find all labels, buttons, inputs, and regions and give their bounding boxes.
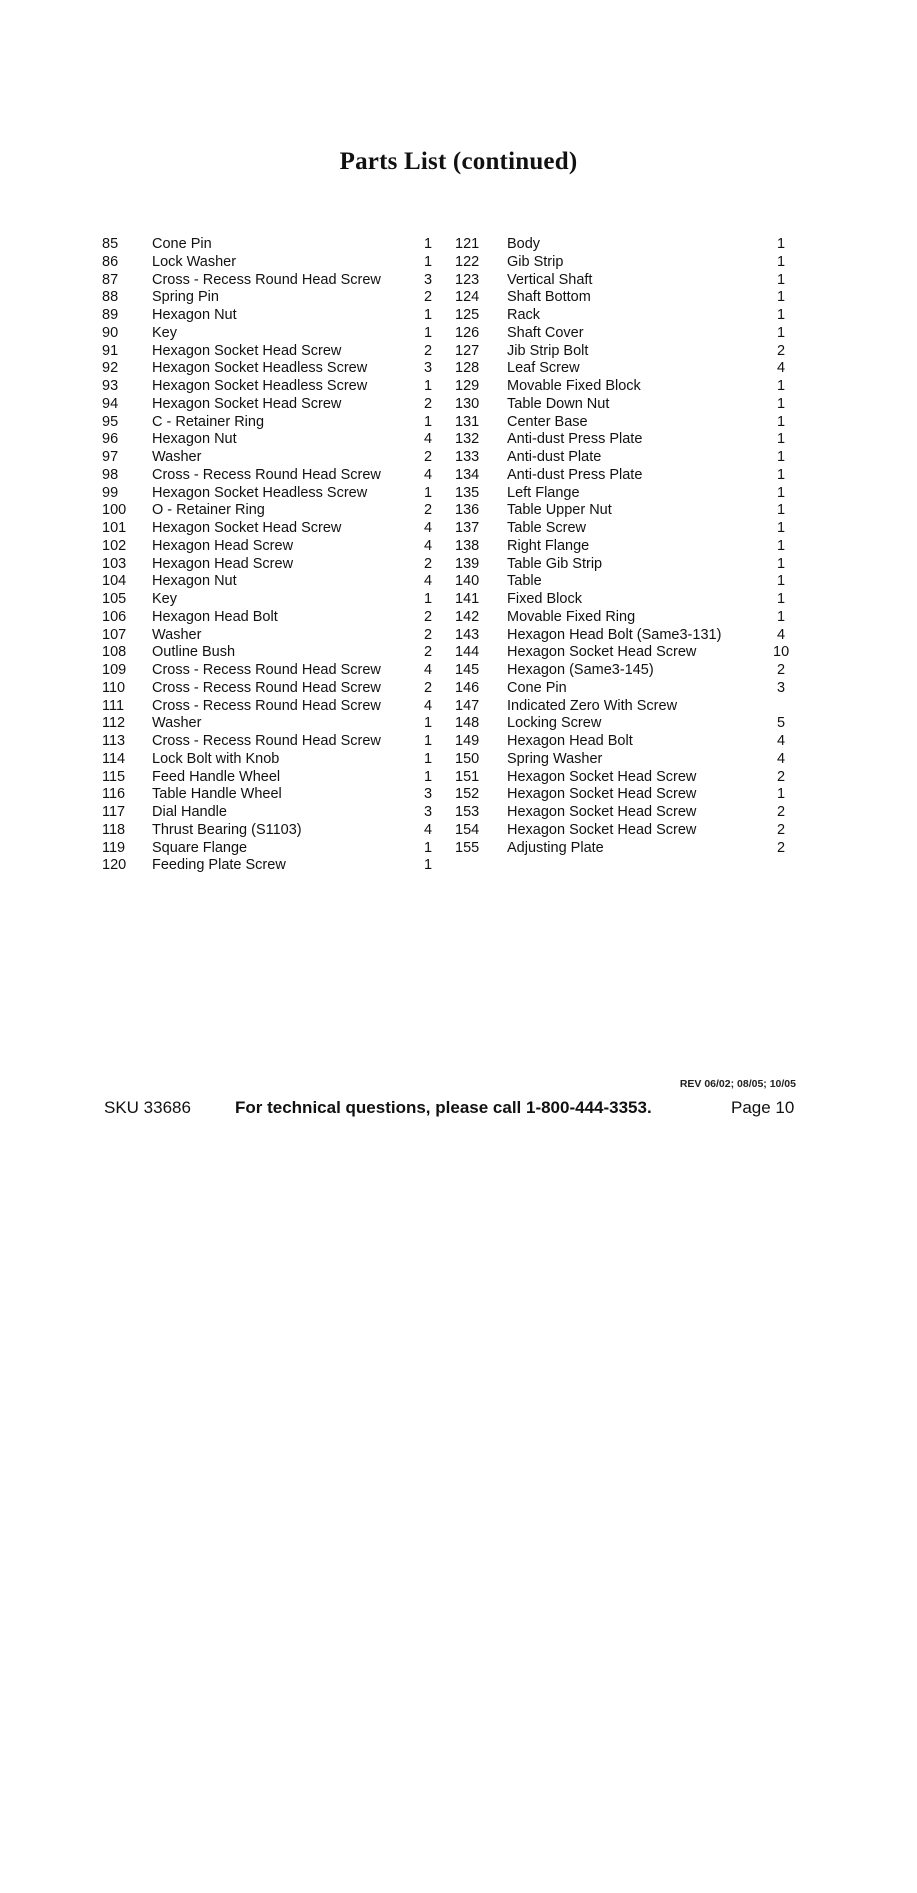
part-number: 137: [455, 520, 480, 536]
part-quantity: 4: [423, 697, 433, 714]
part-number: 91: [102, 342, 119, 359]
part-description: Hexagon Nut: [152, 431, 237, 448]
part-quantity: 1: [423, 324, 433, 341]
part-number: 121: [455, 236, 480, 252]
part-quantity: 1: [776, 502, 786, 519]
part-quantity: 1: [776, 378, 786, 394]
part-description: Washer: [152, 715, 202, 732]
part-number: 98: [102, 466, 119, 483]
part-number: 138: [455, 537, 480, 554]
part-number: 136: [455, 502, 480, 519]
part-number: 126: [455, 324, 480, 341]
part-quantity: 4: [423, 520, 433, 536]
part-description: Hexagon Head Screw: [152, 555, 294, 572]
part-number: 141: [455, 591, 480, 607]
part-number: 86: [102, 253, 119, 270]
part-number: 89: [102, 307, 119, 323]
part-description: Hexagon Socket Head Screw: [507, 768, 697, 785]
part-description: Table: [507, 573, 542, 590]
part-description: Hexagon Head Bolt (Same3-131): [507, 626, 722, 643]
part-number: 153: [455, 804, 480, 820]
part-quantity: 1: [776, 253, 786, 270]
part-quantity: 1: [776, 608, 786, 625]
part-number: 94: [102, 395, 119, 412]
part-description: Outline Bush: [152, 644, 236, 661]
part-quantity: 2: [423, 502, 433, 519]
part-description: Fixed Block: [507, 591, 582, 607]
part-quantity: 1: [423, 750, 433, 767]
part-description: Spring Washer: [507, 750, 603, 767]
part-number: 99: [102, 484, 119, 501]
part-number: 105: [102, 591, 127, 607]
part-number: 145: [455, 662, 480, 678]
part-description: Cone Pin: [507, 679, 567, 696]
sku-label: SKU 33686: [104, 1098, 191, 1117]
part-description: Vertical Shaft: [507, 271, 593, 288]
part-description: Key: [152, 591, 177, 607]
part-description: Hexagon Head Screw: [152, 537, 294, 554]
part-quantity: 5: [776, 715, 786, 732]
part-quantity: 1: [776, 573, 786, 590]
part-number: 142: [455, 608, 480, 625]
part-quantity: 2: [776, 662, 786, 678]
part-number: 113: [102, 733, 126, 749]
part-quantity: 2: [423, 289, 433, 306]
part-number: 134: [455, 466, 480, 483]
part-quantity: 2: [776, 342, 786, 359]
part-description: O - Retainer Ring: [152, 502, 265, 519]
part-number: 129: [455, 378, 480, 394]
part-number: 87: [102, 271, 119, 288]
part-number: 151: [455, 768, 480, 785]
part-number: 115: [102, 768, 126, 785]
part-quantity: 2: [423, 626, 433, 643]
part-quantity: 1: [776, 537, 786, 554]
part-description: Square Flange: [152, 839, 248, 856]
part-quantity: 2: [423, 395, 433, 412]
part-description: Cross - Recess Round Head Screw: [152, 733, 381, 749]
part-description: Table Upper Nut: [507, 502, 612, 519]
part-number: 102: [102, 537, 127, 554]
part-description: Hexagon Socket Head Screw: [152, 520, 342, 536]
part-number: 124: [455, 289, 480, 306]
part-quantity: 1: [776, 431, 786, 448]
part-description: Table Gib Strip: [507, 555, 603, 572]
technical-questions-line: For technical questions, please call 1-800-444-3353.: [235, 1098, 652, 1117]
part-description: Movable Fixed Block: [507, 378, 641, 394]
part-number: 118: [102, 821, 126, 838]
part-description: Hexagon Socket Head Screw: [507, 786, 697, 803]
part-number: 92: [102, 360, 119, 377]
part-quantity: 3: [423, 271, 433, 288]
part-description: Movable Fixed Ring: [507, 608, 636, 625]
part-quantity: 4: [423, 662, 433, 678]
part-number: 101: [102, 520, 127, 536]
part-quantity: 1: [776, 395, 786, 412]
part-quantity: 1: [776, 591, 786, 607]
part-description: Hexagon Socket Headless Screw: [152, 378, 368, 394]
part-number: 107: [102, 626, 127, 643]
part-description: Cross - Recess Round Head Screw: [152, 271, 381, 288]
part-quantity: 3: [423, 804, 433, 820]
part-quantity: 2: [776, 821, 786, 838]
part-quantity: 1: [776, 520, 786, 536]
part-description: Lock Bolt with Knob: [152, 750, 280, 767]
revision-note: REV 06/02; 08/05; 10/05: [679, 1078, 796, 1090]
part-number: 147: [455, 697, 480, 714]
part-number: 90: [102, 324, 119, 341]
part-quantity: 4: [423, 431, 433, 448]
part-quantity: 2: [423, 342, 433, 359]
part-description: Cross - Recess Round Head Screw: [152, 466, 381, 483]
part-description: Anti-dust Press Plate: [507, 466, 643, 483]
part-quantity: 4: [423, 537, 433, 554]
part-number: 148: [455, 715, 480, 732]
part-description: Hexagon Nut: [152, 307, 237, 323]
part-quantity: 4: [776, 750, 786, 767]
part-quantity: 4: [776, 360, 786, 377]
part-number: 119: [102, 839, 126, 856]
part-number: 103: [102, 555, 127, 572]
part-description: Table Screw: [507, 520, 586, 536]
part-number: 114: [102, 750, 126, 767]
part-quantity: 1: [423, 236, 433, 252]
part-description: Thrust Bearing (S1103): [152, 821, 302, 838]
part-number: 133: [455, 449, 480, 465]
part-description: Rack: [507, 307, 541, 323]
part-description: Spring Pin: [152, 289, 219, 306]
part-number: 106: [102, 608, 127, 625]
part-number: 125: [455, 307, 480, 323]
part-number: 108: [102, 644, 127, 661]
part-number: 155: [455, 839, 480, 856]
part-description: Gib Strip: [507, 253, 564, 270]
part-quantity: 4: [423, 573, 433, 590]
part-description: Cross - Recess Round Head Screw: [152, 697, 381, 714]
part-description: Hexagon Socket Head Screw: [507, 644, 697, 661]
part-description: Cross - Recess Round Head Screw: [152, 679, 381, 696]
page-number: Page 10: [731, 1098, 795, 1117]
part-number: 97: [102, 449, 119, 465]
part-quantity: 3: [776, 679, 786, 696]
part-description: Right Flange: [507, 537, 590, 554]
part-quantity: 1: [423, 839, 433, 856]
part-description: Feeding Plate Screw: [152, 857, 286, 874]
part-quantity: 1: [776, 449, 786, 465]
part-number: 146: [455, 679, 480, 696]
part-quantity: 2: [423, 644, 433, 661]
part-description: Hexagon Socket Head Screw: [507, 804, 697, 820]
part-description: Washer: [152, 449, 202, 465]
part-quantity: 4: [423, 821, 433, 838]
part-number: 123: [455, 271, 480, 288]
part-description: Locking Screw: [507, 715, 602, 732]
part-quantity: 1: [776, 555, 786, 572]
part-quantity: 1: [776, 466, 786, 483]
part-description: Table Down Nut: [507, 395, 610, 412]
part-number: 143: [455, 626, 480, 643]
part-quantity: 2: [423, 449, 433, 465]
part-number: 131: [455, 413, 480, 430]
part-number: 154: [455, 821, 480, 838]
part-number: 112: [102, 715, 126, 732]
page-footer: [0, 1096, 917, 1120]
part-quantity: 1: [423, 733, 433, 749]
part-number: 135: [455, 484, 480, 501]
part-number: 150: [455, 750, 480, 767]
part-quantity: 3: [423, 360, 433, 377]
part-description: Hexagon Socket Headless Screw: [152, 484, 368, 501]
part-description: Anti-dust Press Plate: [507, 431, 643, 448]
part-quantity: 2: [776, 768, 786, 785]
part-quantity: 1: [423, 307, 433, 323]
part-quantity: 1: [776, 236, 786, 252]
part-number: 110: [102, 679, 126, 696]
part-description: Jib Strip Bolt: [507, 342, 589, 359]
part-quantity: 4: [776, 626, 786, 643]
part-quantity: 1: [423, 378, 433, 394]
part-quantity: 1: [423, 715, 433, 732]
part-description: Anti-dust Plate: [507, 449, 602, 465]
part-number: 96: [102, 431, 119, 448]
part-description: Lock Washer: [152, 253, 237, 270]
part-number: 130: [455, 395, 480, 412]
part-description: Cone Pin: [152, 236, 212, 252]
part-description: Adjusting Plate: [507, 839, 604, 856]
part-description: Shaft Bottom: [507, 289, 591, 306]
part-number: 140: [455, 573, 480, 590]
part-number: 117: [102, 804, 126, 820]
part-description: Indicated Zero With Screw: [507, 697, 678, 714]
part-description: Left Flange: [507, 484, 580, 501]
part-number: 144: [455, 644, 480, 661]
part-quantity: 10: [773, 644, 790, 661]
part-quantity: 2: [423, 679, 433, 696]
part-number: 122: [455, 253, 480, 270]
part-description: Leaf Screw: [507, 360, 580, 377]
part-quantity: 4: [423, 466, 433, 483]
part-description: Hexagon Socket Head Screw: [507, 821, 697, 838]
part-quantity: 2: [776, 804, 786, 820]
part-description: Cross - Recess Round Head Screw: [152, 662, 381, 678]
part-description: Hexagon (Same3-145): [507, 662, 654, 678]
part-quantity: 1: [423, 253, 433, 270]
part-description: Hexagon Head Bolt: [507, 733, 633, 749]
part-description: Feed Handle Wheel: [152, 768, 281, 785]
part-number: 88: [102, 289, 119, 306]
part-number: 127: [455, 342, 480, 359]
part-number: 100: [102, 502, 127, 519]
part-description: Hexagon Head Bolt: [152, 608, 278, 625]
part-number: 149: [455, 733, 480, 749]
part-quantity: 1: [423, 413, 433, 430]
part-quantity: 1: [423, 484, 433, 501]
part-number: 109: [102, 662, 127, 678]
part-description: Hexagon Socket Headless Screw: [152, 360, 368, 377]
part-quantity: 2: [423, 608, 433, 625]
part-quantity: 1: [776, 484, 786, 501]
part-quantity: 1: [776, 289, 786, 306]
part-description: Hexagon Socket Head Screw: [152, 342, 342, 359]
part-number: 95: [102, 413, 119, 430]
part-number: 152: [455, 786, 480, 803]
part-number: 132: [455, 431, 480, 448]
part-number: 120: [102, 857, 127, 874]
part-description: Dial Handle: [152, 804, 227, 820]
part-number: 104: [102, 573, 127, 590]
part-description: Key: [152, 324, 177, 341]
part-description: Hexagon Nut: [152, 573, 237, 590]
part-quantity: 2: [776, 839, 786, 856]
part-description: Center Base: [507, 413, 588, 430]
part-number: 128: [455, 360, 480, 377]
part-number: 139: [455, 555, 480, 572]
part-number: 116: [102, 786, 126, 803]
part-quantity: 1: [423, 857, 433, 874]
part-quantity: 1: [776, 324, 786, 341]
part-description: Shaft Cover: [507, 324, 584, 341]
part-description: Table Handle Wheel: [152, 786, 282, 803]
part-quantity: 1: [776, 786, 786, 803]
part-quantity: 1: [423, 591, 433, 607]
part-description: Hexagon Socket Head Screw: [152, 395, 342, 412]
part-quantity: 1: [423, 768, 433, 785]
part-description: Washer: [152, 626, 202, 643]
part-quantity: 3: [423, 786, 433, 803]
page-title: Parts List (continued): [339, 148, 578, 175]
part-number: 85: [102, 236, 119, 252]
part-number: 111: [102, 697, 125, 714]
part-description: Body: [507, 236, 541, 252]
part-number: 93: [102, 378, 119, 394]
part-description: C - Retainer Ring: [152, 413, 265, 430]
part-quantity: 1: [776, 307, 786, 323]
part-quantity: 4: [776, 733, 786, 749]
part-quantity: 2: [423, 555, 433, 572]
part-quantity: 1: [776, 271, 786, 288]
part-quantity: 1: [776, 413, 786, 430]
